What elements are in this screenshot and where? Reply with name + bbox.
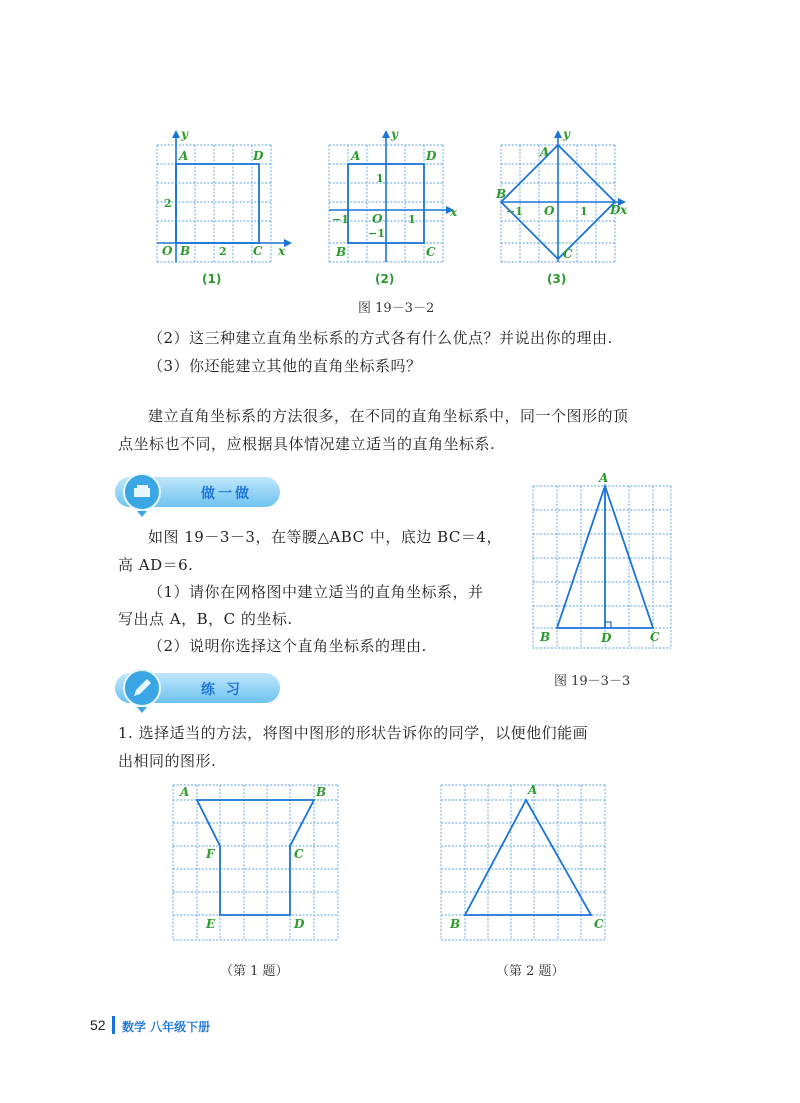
point-d: D	[426, 149, 437, 163]
figure-19-3-3-caption: 图 19－3－3	[554, 674, 631, 689]
point-a: A	[351, 149, 361, 163]
exercise-2-caption: （第 2 题）	[496, 964, 565, 979]
tick-y-2: 2	[164, 197, 172, 210]
point-a: A	[599, 471, 609, 485]
activity-item-2: （2）说明你选择这个直角坐标系的理由.	[148, 637, 427, 655]
point-o: O	[372, 212, 383, 226]
point-c: C	[594, 917, 604, 931]
subfigure-label: (1)	[202, 272, 222, 286]
point-b: B	[180, 244, 191, 258]
point-a: A	[540, 145, 550, 159]
point-d: D	[601, 631, 612, 645]
figure-19-3-2-panel-3	[494, 128, 644, 288]
x-label: x	[278, 244, 286, 258]
point-f: F	[206, 847, 215, 861]
banner-title: 做一做	[201, 486, 252, 502]
right-angle-mark	[605, 622, 611, 628]
subfigure-label: (3)	[547, 272, 567, 286]
exercise-figure-1	[168, 780, 343, 945]
point-b: B	[540, 630, 551, 644]
point-o: O	[162, 244, 173, 258]
point-b: B	[450, 917, 461, 931]
activity-item-1b: 写出点 A，B，C 的坐标.	[118, 610, 293, 628]
tick-x-2: 2	[219, 245, 227, 258]
point-c: C	[253, 244, 263, 258]
figure-19-3-3	[528, 471, 678, 658]
y-label: y	[181, 127, 188, 141]
point-c: C	[294, 847, 304, 861]
subfigure-label: (2)	[375, 272, 395, 286]
exercise-line-1: 1. 选择适当的方法，将图中图形的形状告诉你的同学，以便他们能画	[118, 724, 589, 742]
activity-banner	[115, 473, 280, 511]
activity-line-1: 如图 19－3－3，在等腰△ABC 中，底边 BC＝4，	[148, 528, 502, 546]
point-b: B	[316, 785, 327, 799]
point-o: O	[544, 204, 555, 218]
y-label: y	[391, 127, 398, 141]
tick-x-1: 1	[408, 213, 416, 226]
grid	[533, 486, 671, 648]
hand-icon	[123, 473, 161, 511]
page-number: 52	[90, 1017, 106, 1033]
point-b: B	[496, 187, 507, 201]
tick-x-neg1: −1	[332, 213, 349, 226]
tick-y-1: 1	[376, 172, 384, 185]
point-e: E	[206, 917, 216, 931]
activity-item-1a: （1）请你在网格图中建立适当的直角坐标系，并	[148, 583, 484, 601]
question-3: （3）你还能建立其他的直角坐标系吗？	[148, 357, 422, 375]
grid	[173, 785, 338, 940]
point-a: A	[179, 149, 189, 163]
exercise-line-2: 出相同的图形.	[118, 752, 217, 770]
point-d: D	[610, 203, 621, 217]
figure-19-3-2-panel-2	[322, 128, 472, 288]
y-label: y	[563, 127, 570, 141]
tick-y-neg1: −1	[368, 227, 385, 240]
x-label: x	[450, 205, 458, 219]
point-c: C	[426, 245, 436, 259]
square-abcd	[176, 164, 259, 243]
footer-divider	[112, 1016, 115, 1034]
tick-x-1: 1	[580, 205, 588, 218]
point-b: B	[336, 245, 347, 259]
book-title: 数学 八年级下册	[122, 1020, 211, 1034]
point-d: D	[253, 149, 264, 163]
summary-line-1: 建立直角坐标系的方法很多，在不同的直角坐标系中，同一个图形的顶	[148, 407, 629, 425]
exercise-banner	[115, 669, 280, 707]
banner-title: 练 习	[201, 682, 243, 698]
question-2: （2）这三种建立直角坐标系的方式各有什么优点？并说出你的理由.	[148, 329, 613, 347]
x-label: x	[620, 203, 628, 217]
tick-x-neg1: −1	[506, 205, 523, 218]
summary-line-2: 点坐标也不同，应根据具体情况建立适当的直角坐标系.	[118, 435, 496, 453]
point-a: A	[180, 785, 190, 799]
point-a: A	[528, 783, 538, 797]
point-d: D	[294, 917, 305, 931]
point-c: C	[563, 247, 573, 261]
grid	[441, 785, 605, 940]
triangle-abc	[465, 800, 591, 915]
figure-caption: 图 19－3－2	[358, 301, 435, 316]
exercise-1-caption: （第 1 题）	[220, 964, 289, 979]
point-c: C	[650, 630, 660, 644]
figure-19-3-2-panel-1	[150, 128, 300, 288]
pencil-icon	[123, 669, 161, 707]
activity-line-2: 高 AD＝6.	[118, 556, 194, 574]
exercise-figure-2	[438, 780, 618, 945]
